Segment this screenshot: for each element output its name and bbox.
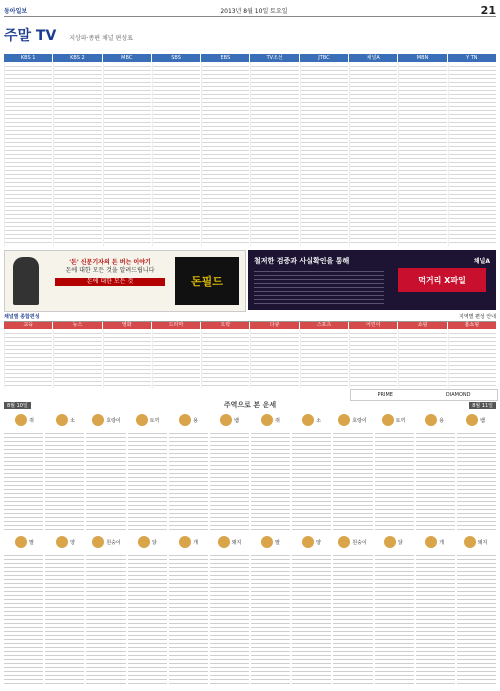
zodiac-ox-icon [56,414,68,426]
zodiac-rabbit-icon [382,414,394,426]
channel-label: KBS 1 [4,54,52,62]
zodiac-horse-icon [261,536,273,548]
zodiac-sheep-icon [56,536,68,548]
zodiac-rat-icon [261,414,273,426]
channel-label: MBC [103,54,151,62]
zodiac-item: 말 [250,534,291,550]
genre-column [152,330,200,388]
schedule-column [448,63,496,246]
genre-label: 오락 [201,322,249,329]
zodiac-rooster-icon [384,536,396,548]
zodiac-item: 토끼 [373,412,414,428]
ad-lead: '돈' 신문기자의 돈 버는 이야기 [69,259,151,266]
zodiac-monkey-icon [338,536,350,548]
fortune-title: 주역으로 본 운세 [223,401,277,409]
ad-headline: 철저한 검증과 사실확인을 통해 [254,257,350,265]
small-ad-a: PRIME [377,392,393,398]
zodiac-pig-icon [464,536,476,548]
genre-column [53,330,101,388]
ad-body-text [254,268,384,304]
zodiac-rat-icon [15,414,27,426]
section-two-header [4,313,496,322]
zodiac-item: 돼지 [455,534,496,550]
genre-column [103,330,151,388]
genre-label: 스포츠 [300,322,348,329]
genre-header-bar [4,322,496,329]
channel-label: EBS [201,54,249,62]
schedule-column [250,63,298,246]
schedule-column [300,63,348,246]
genre-label: 다큐 [250,322,298,329]
genre-column [398,330,446,388]
schedule-column [152,63,200,246]
issue-date: 2013년 8월 10일 토요일 [220,7,288,15]
zodiac-item: 원숭이 [86,534,127,550]
zodiac-item: 개 [414,534,455,550]
ad-text [55,259,165,286]
zodiac-snake-icon [220,414,232,426]
zodiac-item: 용 [168,412,209,428]
zodiac-item: 개 [168,534,209,550]
zodiac-item: 호랑이 [332,412,373,428]
section-two-left: 채널별 종합편성 [4,314,40,320]
ad-show-title: 먹거리 X파일 [398,268,486,292]
zodiac-item: 쥐 [250,412,291,428]
schedule-column [398,63,446,246]
genre-label: 드라마 [152,322,200,329]
zodiac-item: 닭 [373,534,414,550]
zodiac-row-top [4,412,496,428]
ad-cta: 돈에 대한 모든 것 [55,278,165,286]
genre-column [349,330,397,388]
zodiac-monkey-icon [92,536,104,548]
zodiac-rooster-icon [138,536,150,548]
genre-label: 어린이 [349,322,397,329]
schedule-column [349,63,397,246]
fortune-text-top [4,430,496,530]
zodiac-ox-icon [302,414,314,426]
schedule-column [103,63,151,246]
zodiac-item: 양 [291,534,332,550]
schedule-column [53,63,101,246]
zodiac-dog-icon [179,536,191,548]
zodiac-rabbit-icon [136,414,148,426]
schedule-column [4,63,52,246]
advertisement-left [4,250,246,312]
channel-label: SBS [152,54,200,62]
genre-column [4,330,52,388]
channel-label: Y TN [448,54,496,62]
channel-label: KBS 2 [53,54,101,62]
zodiac-row-bottom [4,534,496,550]
genre-column [448,330,496,388]
zodiac-item: 닭 [127,534,168,550]
ad-body: 돈에 대한 모든 것을 알려드립니다 [65,267,155,274]
zodiac-item: 쥐 [4,412,45,428]
genre-label: 쇼핑 [398,322,446,329]
zodiac-horse-icon [15,536,27,548]
genre-column [250,330,298,388]
zodiac-sheep-icon [302,536,314,548]
zodiac-item: 소 [291,412,332,428]
genre-label: 영화 [103,322,151,329]
channel-label: 채널A [349,54,397,62]
zodiac-item: 말 [4,534,45,550]
zodiac-item: 돼지 [209,534,250,550]
fortune-left-date: 8월 10일 [4,402,31,409]
zodiac-dog-icon [425,536,437,548]
schedule-column [201,63,249,246]
genre-column [300,330,348,388]
fortune-right-date: 8월 11일 [469,402,496,409]
channel-label: MBN [398,54,446,62]
zodiac-dragon-icon [425,414,437,426]
advertisement-right [248,250,496,310]
section-subtitle: 지상파·종편 채널 편성표 [69,35,133,42]
section-title [4,25,133,45]
zodiac-pig-icon [218,536,230,548]
channel-label: JTBC [300,54,348,62]
genre-column [201,330,249,388]
zodiac-item: 뱀 [209,412,250,428]
small-ad [350,389,498,401]
page-header [4,4,496,17]
genre-label: 교육 [4,322,52,329]
genre-label: 홈쇼핑 [448,322,496,329]
genre-grid [4,330,496,388]
zodiac-item: 토끼 [127,412,168,428]
zodiac-item: 소 [45,412,86,428]
zodiac-snake-icon [466,414,478,426]
genre-label: 뉴스 [53,322,101,329]
fortune-header [4,401,496,409]
zodiac-dragon-icon [179,414,191,426]
small-ad-b: DIAMOND [445,392,471,398]
zodiac-item: 호랑이 [86,412,127,428]
zodiac-tiger-icon [92,414,104,426]
channel-label: TV조선 [250,54,298,62]
zodiac-tiger-icon [338,414,350,426]
ad-brand: 채널A [473,258,490,265]
schedule-grid [4,63,496,246]
zodiac-item: 양 [45,534,86,550]
fortune-text-bottom [4,552,496,686]
zodiac-item: 원숭이 [332,534,373,550]
zodiac-item: 뱀 [455,412,496,428]
section-title-text: 주말 TV [4,28,57,44]
section-two-right: 지역별 편성 안내 [459,314,496,320]
ad-logo: 돈필드 [175,257,239,305]
page-number: 21 [480,3,496,17]
paper-name: 동아일보 [4,7,28,15]
zodiac-item: 용 [414,412,455,428]
channel-header-bar [4,54,496,62]
presenter-photo [13,257,39,305]
